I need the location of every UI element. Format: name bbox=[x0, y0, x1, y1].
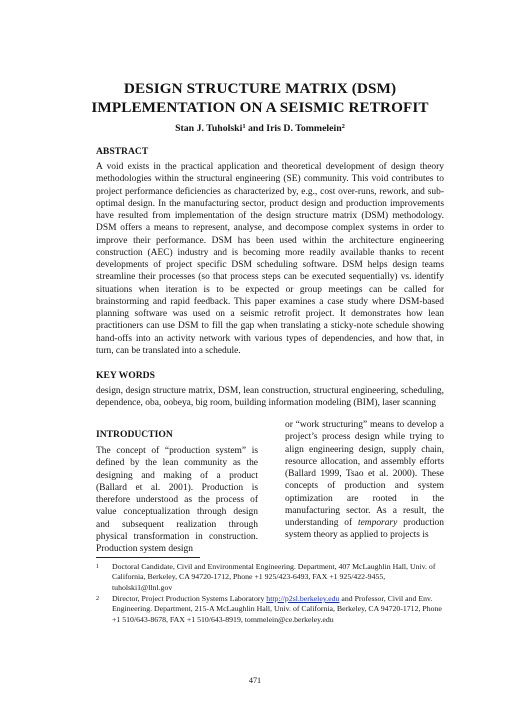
author-conjunction: and Iris D. Tommelein bbox=[245, 123, 342, 134]
author-2-footnote-mark: 2 bbox=[341, 123, 345, 130]
intro-col2-part-b: production system theory as applied to projects is bbox=[285, 518, 444, 541]
author-line bbox=[98, 123, 422, 135]
intro-col2-emphasis: temporary bbox=[357, 518, 398, 528]
footnote-2-text bbox=[112, 594, 444, 625]
abstract-heading: ABSTRACT bbox=[96, 146, 149, 157]
title-line-1: DESIGN STRUCTURE MATRIX (DSM) bbox=[123, 80, 397, 97]
footnote-divider bbox=[96, 557, 200, 558]
paper-title bbox=[60, 79, 460, 117]
lab-website-link[interactable]: http://p2sl.berkeley.edu bbox=[266, 594, 340, 603]
intro-col2-part-a: or “work structuring” means to develop a project’s process design while trying to align engineering design, supply chain, resource allocation, and assembly efforts (Ballard 1999, Tsao et al. 2000). These concepts of production and system optimization are rooted in the manufacturing sector. As a result, the understanding of bbox=[285, 420, 444, 528]
abstract-body: A void exists in the practical application and theoretical development of design theory methodologies within the structural engineering (SE) community. This void contributes to project performance deficiencies as characterized by, e.g., cost over-runs, rework, and sub-optimal design. In the manufacturing sector, product design and production improvements have resulted from implementation of the design structure matrix (DSM) methodology. DSM offers a means to represent, analyse, and decompose complex systems in order to improve their performance. DSM has been used within the architecture engineering construction (AEC) industry and is becoming more readily available thanks to recent developments of project specific DSM scheduling software. DSM helps design teams streamline their processes (so that process steps can be executed sequentially) vs. identify situations when iteration is to be expected or group meetings can be called for brainstorming and rapid feedback. This paper examines a case study where DSM-based planning software was used on a seismic retrofit project. It demonstrates how lean practitioners can use DSM to fill the gap when translating a sticky-note schedule showing hand-offs into an activity network with various types of dependencies, and how that, in turn, can be translated into a schedule. bbox=[96, 162, 444, 356]
author-1-footnote-mark: 1 bbox=[242, 123, 246, 130]
keywords-body: design, design structure matrix, DSM, lean construction, structural engineering, scheduling, dependence, oba, oobeya, big room, building information modeling (BIM), laser scanning bbox=[96, 386, 444, 409]
footnote-1-number: 1 bbox=[96, 564, 99, 570]
title-line-2: IMPLEMENTATION ON A SEISMIC RETROFIT bbox=[91, 99, 429, 116]
introduction-column-2 bbox=[285, 419, 444, 542]
author-1: Stan J. Tuholski bbox=[175, 123, 243, 134]
footnote-1-text: Doctoral Candidate, Civil and Environmental Engineering. Department, 407 McLaughlin Hall, Univ. of California, Berkeley, CA 94720-1712, Phone +1 925/423-6493, FAX +1 925/422-9455, tuholski1@llnl.gov bbox=[112, 562, 436, 592]
footnote-2-number: 2 bbox=[96, 596, 99, 602]
introduction-heading: INTRODUCTION bbox=[96, 429, 173, 440]
footnote-2-text-before: Director, Project Production Systems Laboratory bbox=[112, 594, 267, 603]
footnote-1 bbox=[96, 562, 444, 593]
keywords-heading: KEY WORDS bbox=[96, 370, 155, 381]
footnote-2 bbox=[96, 594, 444, 625]
footnote-2-text-after: and Professor, Civil and Env. Engineering. Department, 215-A McLaughlin Hall, Univ. of California, Berkeley, CA 94720-1712, Phone +1 510/643-8678, FAX +1 510/643-8919, tommelein@ce.berkeley.edu bbox=[112, 594, 442, 624]
introduction-column-1: The concept of “production system” is defined by the lean community as the designing and making of a product (Ballard et al. 2001). Production is therefore understood as the process of value conceptualization through design and subsequent realization through physical transformation in construction. Production system design bbox=[96, 446, 258, 554]
page-number: 471 bbox=[248, 676, 262, 685]
